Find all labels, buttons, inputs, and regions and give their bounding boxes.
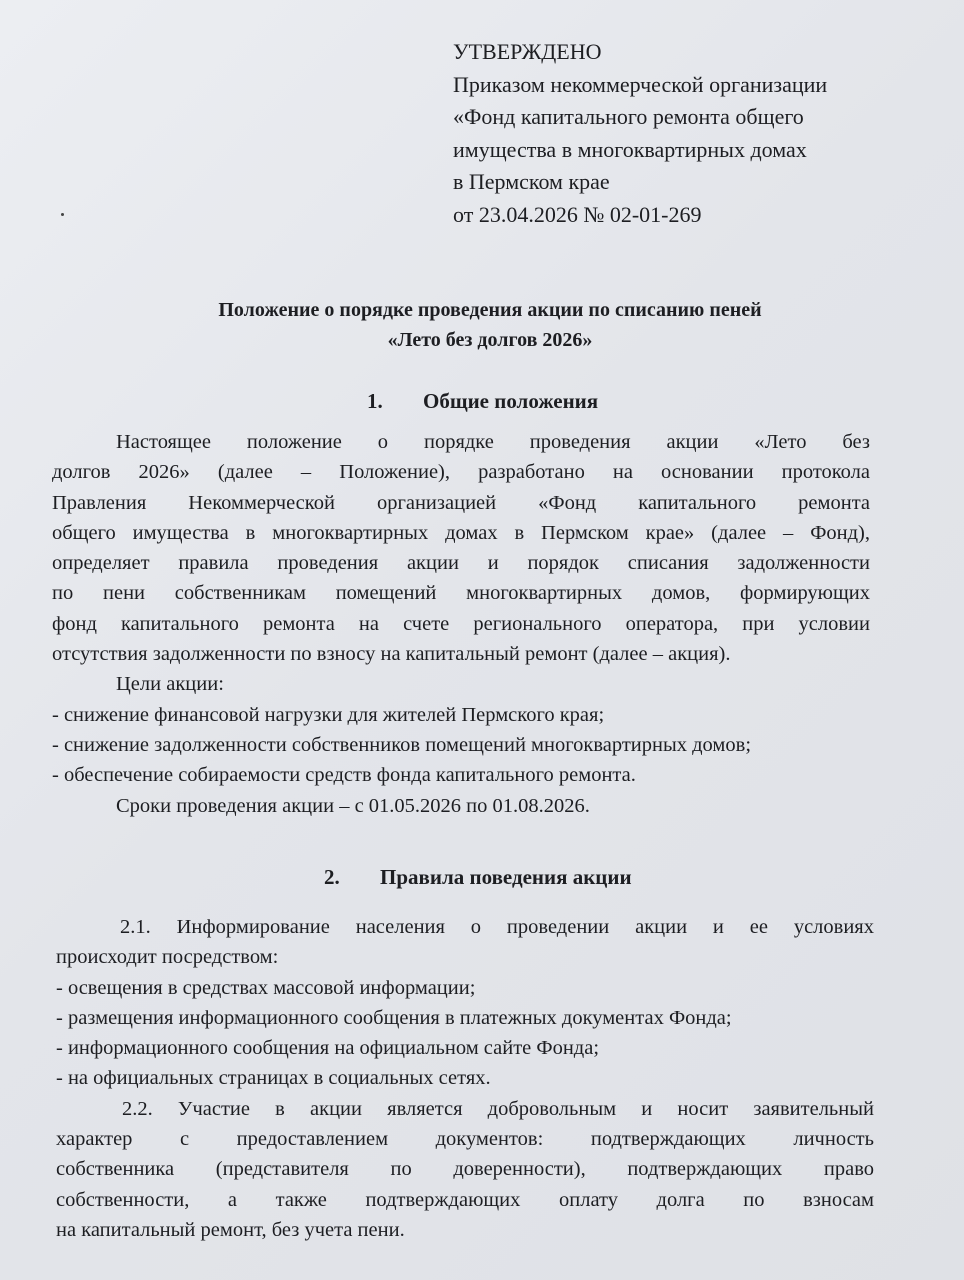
title-line: «Лето без долгов 2026» <box>387 329 593 351</box>
paragraph-line: характер с предоставлением документов: подтверждающих личность <box>56 1128 874 1151</box>
period-line: Сроки проведения акции – с 01.05.2026 по 01.08.2026. <box>116 794 590 817</box>
section-title: Правила поведения акции <box>380 865 632 889</box>
approval-line: Приказом некоммерческой организации <box>453 71 828 97</box>
goal-item: - снижение финансовой нагрузки для жителей Пермского края; <box>52 703 605 726</box>
approval-line: имущества в многоквартирных домах <box>453 136 807 162</box>
paragraph-line: Настоящее положение о порядке проведения акции «Лето без <box>116 431 870 453</box>
approval-line: от 23.04.2026 № 02-01-269 <box>453 201 702 227</box>
section-1-body <box>52 427 870 821</box>
paragraph-line: на капитальный ремонт, без учета пени. <box>56 1218 405 1241</box>
section-title: Общие положения <box>423 389 599 413</box>
paragraph-line: собственника (представителя по доверенности), подтверждающих право <box>56 1158 874 1181</box>
section-number: 1. <box>367 389 383 413</box>
approval-line: УТВЕРЖДЕНО <box>453 39 602 64</box>
title-line: Положение о порядке проведения акции по списанию пеней <box>218 299 762 321</box>
section-2-body <box>56 912 874 1245</box>
goal-item: - обеспечение собираемости средств фонда капитального ремонта. <box>52 764 636 787</box>
list-item: - на официальных страницах в социальных сетях. <box>56 1067 491 1090</box>
approval-line: «Фонд капитального ремонта общего <box>453 104 804 130</box>
section-1-heading <box>367 386 598 416</box>
stray-mark <box>61 213 64 216</box>
paragraph-line: фонд капитального ремонта на счете регионального оператора, при условии <box>52 612 870 635</box>
paragraph-line: Правления Некоммерческой организацией «Фонд капитального ремонта <box>52 491 870 514</box>
list-item: - освещения в средствах массовой информации; <box>56 976 476 999</box>
paragraph-line: собственности, а также подтверждающих оплату долга по взносам <box>56 1188 874 1211</box>
approval-line: в Пермском крае <box>453 169 610 195</box>
paragraph-line: отсутствия задолженности по взносу на капитальный ремонт (далее – акция). <box>52 643 731 666</box>
section-2-heading <box>324 862 632 892</box>
paragraph-line: 2.1. Информирование населения о проведении акции и ее условиях <box>120 916 874 938</box>
approval-stamp <box>453 36 923 232</box>
list-item: - размещения информационного сообщения в платежных документах Фонда; <box>56 1006 732 1029</box>
paragraph-line: 2.2. Участие в акции является добровольным и носит заявительный <box>122 1097 874 1120</box>
list-item: - информационного сообщения на официальном сайте Фонда; <box>56 1037 600 1060</box>
paragraph-line: по пени собственникам помещений многоквартирных домов, формирующих <box>52 582 870 605</box>
paragraph-line: общего имущества в многоквартирных домах в Пермском крае» (далее – Фонд), <box>52 521 870 544</box>
paragraph-line: долгов 2026» (далее – Положение), разработано на основании протокола <box>52 461 870 484</box>
section-number: 2. <box>324 865 340 889</box>
goals-label: Цели акции: <box>116 673 224 696</box>
document-title <box>50 295 930 355</box>
paragraph-line: определяет правила проведения акции и порядок списания задолженности <box>52 552 870 575</box>
goal-item: - снижение задолженности собственников помещений многоквартирных домов; <box>52 733 752 756</box>
paragraph-line: происходит посредством: <box>56 946 279 969</box>
